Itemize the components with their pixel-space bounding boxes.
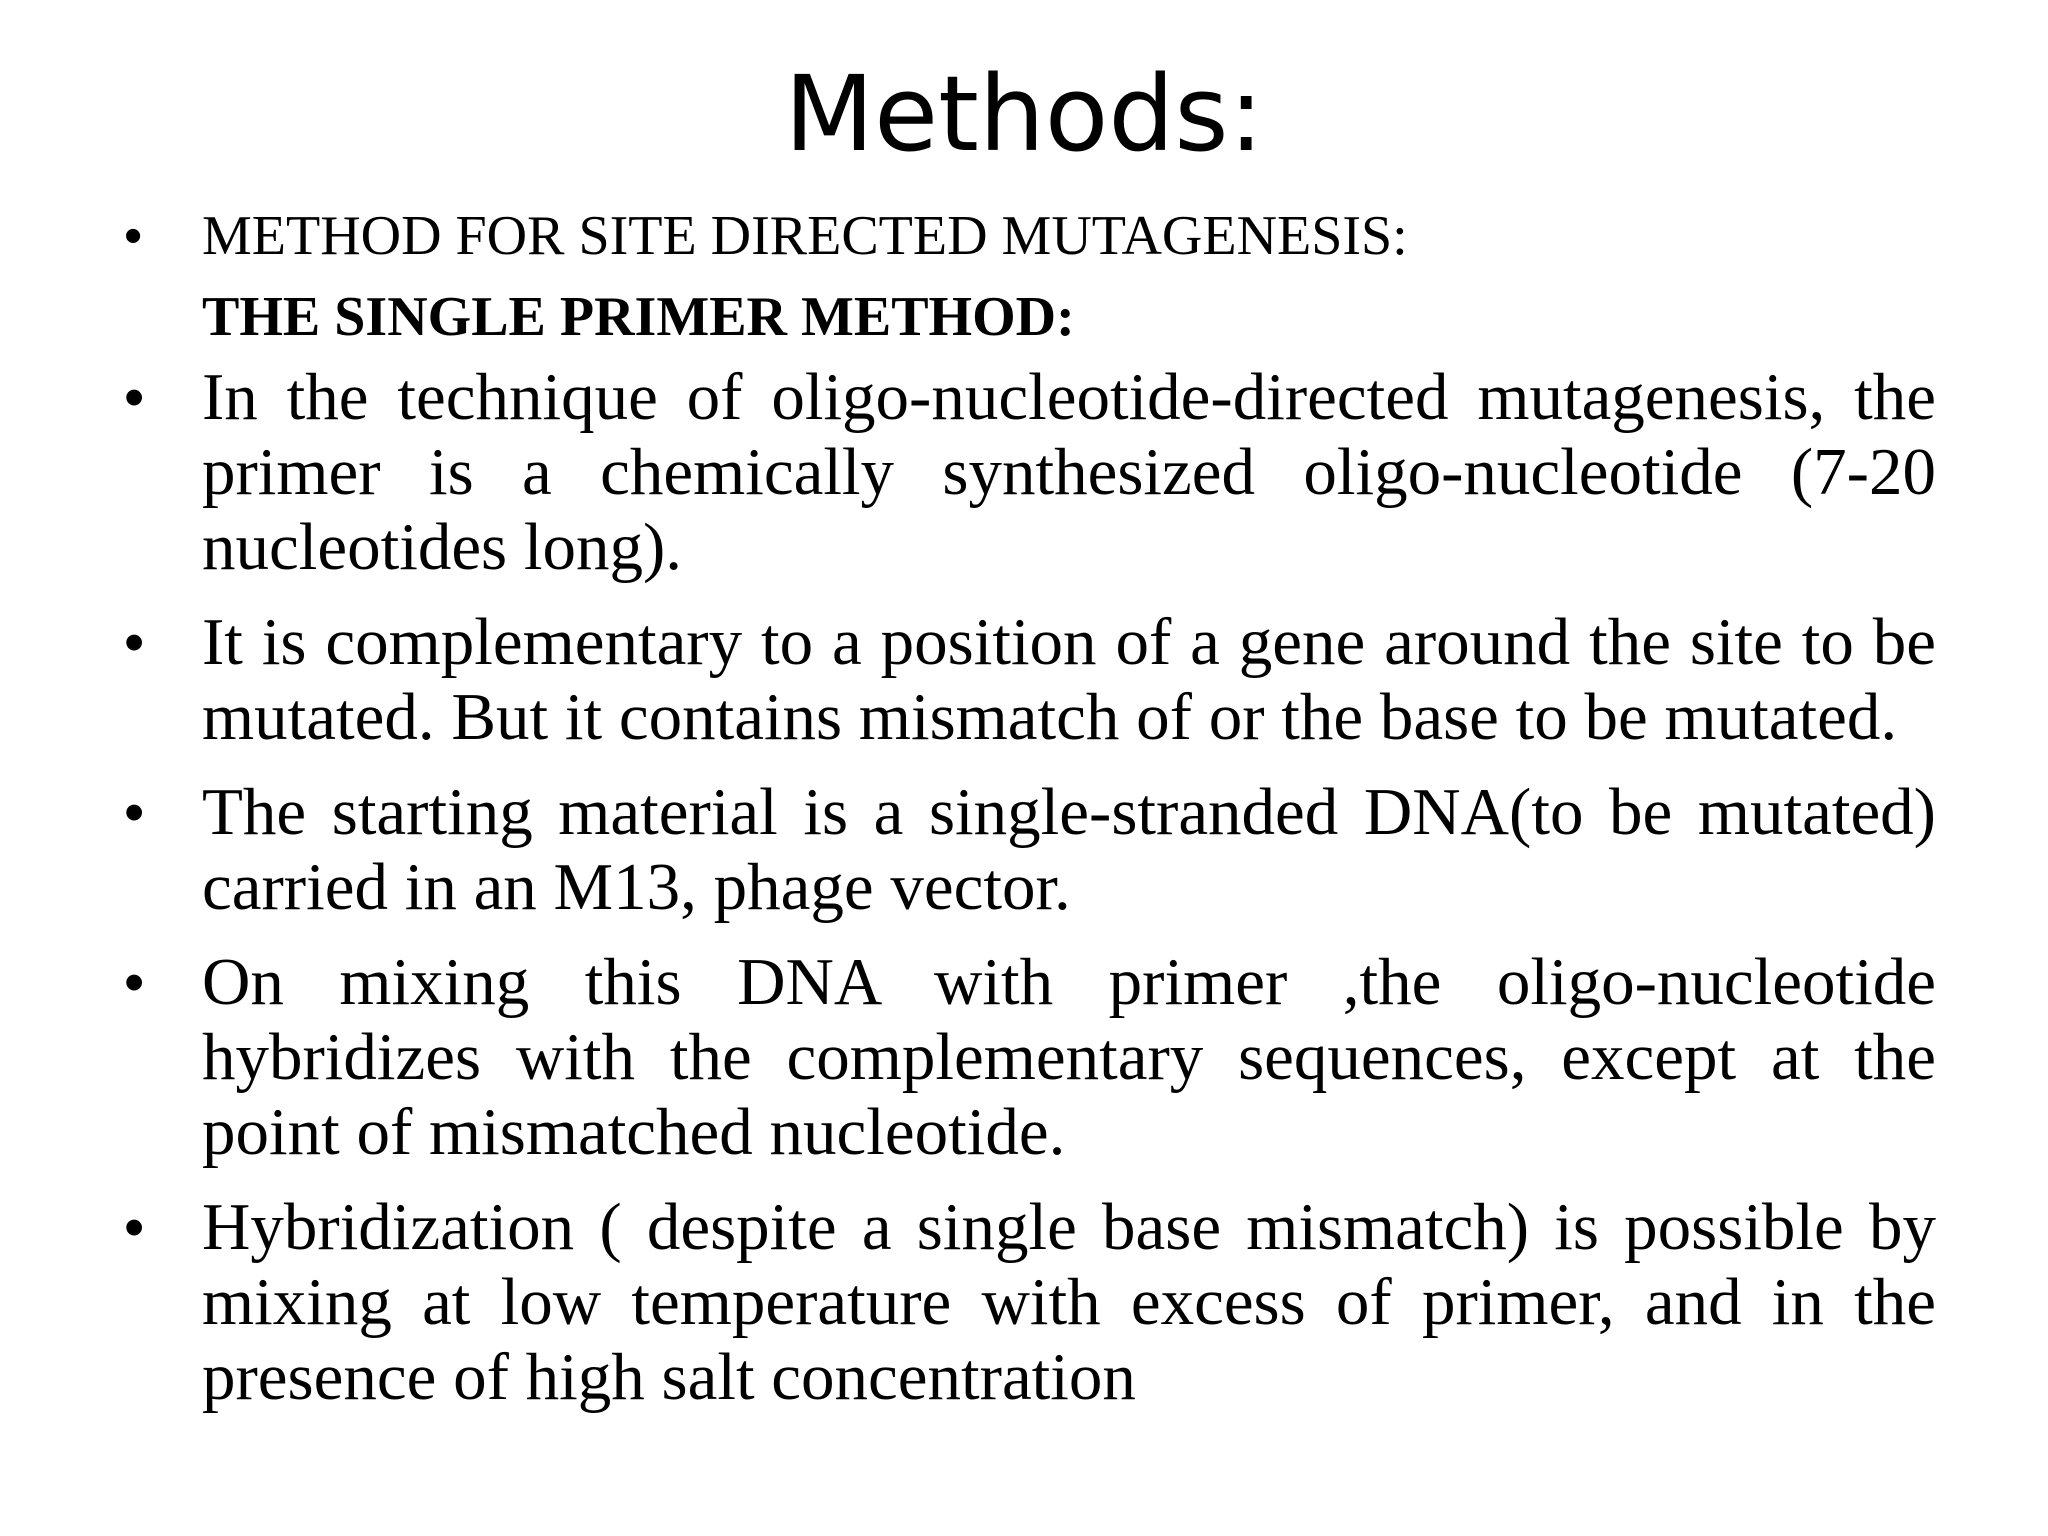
bullet-icon: • — [124, 365, 145, 430]
bullet-text: On mixing this DNA with primer ,the oligo-nucleotide hybridizes with the complementary sequences, except at the point of mismatched nucleotide. — [202, 945, 1936, 1169]
slide-title: Methods: — [784, 53, 1264, 175]
bullet-item — [120, 1190, 1936, 1415]
bullet-text: It is complementary to a position of a gene around the site to be mutated. But it contains mismatch of or the base to be mutated. — [202, 605, 1936, 754]
bullet-text: The starting material is a single-stranded DNA(to be mutated) carried in an M13, phage vector. — [202, 775, 1936, 924]
bullet-text: In the technique of oligo-nucleotide-directed mutagenesis, the primer is a chemically synthesized oligo-nucleotide (7-20 nucleotides long). — [202, 360, 1936, 584]
bullet-item — [120, 945, 1936, 1170]
bullet-icon: • — [124, 1195, 145, 1260]
bullet-item — [120, 605, 1936, 755]
intro-bullet-item — [120, 196, 1936, 276]
bullet-icon: • — [124, 780, 145, 845]
bullet-icon: • — [124, 207, 143, 265]
bullet-item — [120, 775, 1936, 925]
bullet-list — [120, 196, 1936, 1435]
method-heading: METHOD FOR SITE DIRECTED MUTAGENESIS: — [202, 205, 1408, 267]
bullet-icon: • — [124, 610, 145, 675]
bullet-item — [120, 360, 1936, 585]
bullet-text: Hybridization ( despite a single base mismatch) is possible by mixing at low temperature with excess of primer, and in the presence of high salt concentration — [202, 1190, 1936, 1414]
bullet-icon: • — [124, 950, 145, 1015]
method-subheading: THE SINGLE PRIMER METHOD: — [202, 286, 1075, 348]
